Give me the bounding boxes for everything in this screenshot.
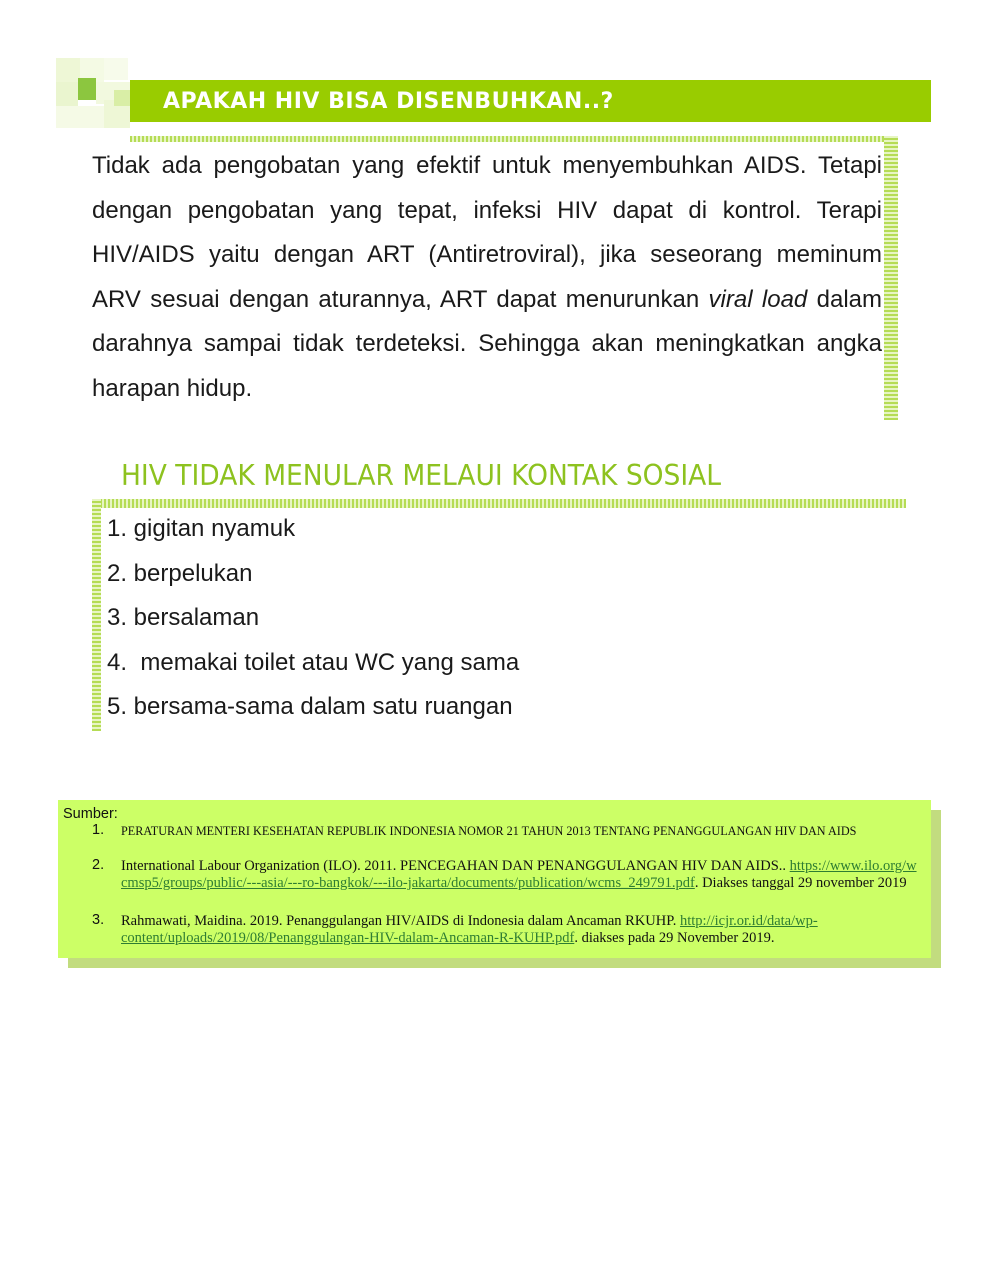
source-link[interactable]: https://www.ilo.org/wcmsp5/groups/public/---asia/---ro-bangkok/---ilo-jakarta/documents/publication/wcms_249791.pdf: [121, 858, 917, 891]
list-item: 3. bersalaman: [107, 604, 260, 632]
list-item: 5. bersama-sama dalam satu ruangan: [107, 693, 513, 721]
source-number: 3.: [92, 912, 105, 928]
source-text-end: . Diakses tanggal 29 november 2019: [694, 875, 907, 891]
decorative-strip-horizontal: [130, 136, 898, 142]
source-text-end: . diakses pada 29 November 2019.: [574, 930, 775, 946]
source-text: [121, 858, 921, 892]
source-text-start: Rahmawati, Maidina. 2019. Penanggulangan HIV/AIDS di Indonesia dalam Ancaman RKUHP.: [121, 913, 680, 929]
cure-paragraph: [92, 144, 882, 412]
section-title-not-transmitted: HIV TIDAK MENULAR MELAUI KONTAK SOSIAL: [121, 459, 722, 492]
decorative-strip-vertical-2: [92, 499, 101, 731]
paragraph-text-end: dalam darahnya sampai tidak terdeteksi. Sehingga akan meningkatkan angka harapan hidup.: [92, 285, 883, 402]
source-text: PERATURAN MENTERI KESEHATAN REPUBLIK INDONESIA NOMOR 21 TAHUN 2013 TENTANG PENANGGULANGAN HIV DAN AIDS: [121, 824, 857, 838]
sources-label: Sumber:: [63, 806, 118, 822]
source-text-start: International Labour Organization (ILO). 2011. PENCEGAHAN DAN PENANGGULANGAN HIV DAN AIDS..: [121, 858, 790, 874]
section-title-cure: APAKAH HIV BISA DISENBUHKAN..?: [163, 89, 614, 114]
paragraph-italic-term: viral load: [708, 285, 808, 313]
source-text: [121, 913, 921, 947]
list-item: 4. memakai toilet atau WC yang sama: [107, 648, 520, 676]
decorative-strip-vertical: [884, 136, 898, 420]
source-number: 1.: [92, 822, 105, 838]
social-contact-list: [107, 507, 519, 730]
source-number: 2.: [92, 857, 105, 873]
list-item: 1. gigitan nyamuk: [107, 515, 296, 542]
paragraph-text-start: Tidak ada pengobatan yang efektif untuk menyembuhkan AIDS. Tetapi dengan pengobatan yang tepat, infeksi HIV dapat di kontrol. Terapi HIV/AIDS yaitu dengan ART (Antiretroviral), jika seseorang meminum ARV sesuai dengan aturannya, ART dapat menurunkan: [92, 152, 882, 313]
source-link[interactable]: http://icjr.or.id/data/wp-content/uploads/2019/08/Penanggulangan-HIV-dalam-Ancaman-R-KUHP.pdf: [121, 913, 818, 946]
list-item: 2. berpelukan: [107, 559, 253, 587]
